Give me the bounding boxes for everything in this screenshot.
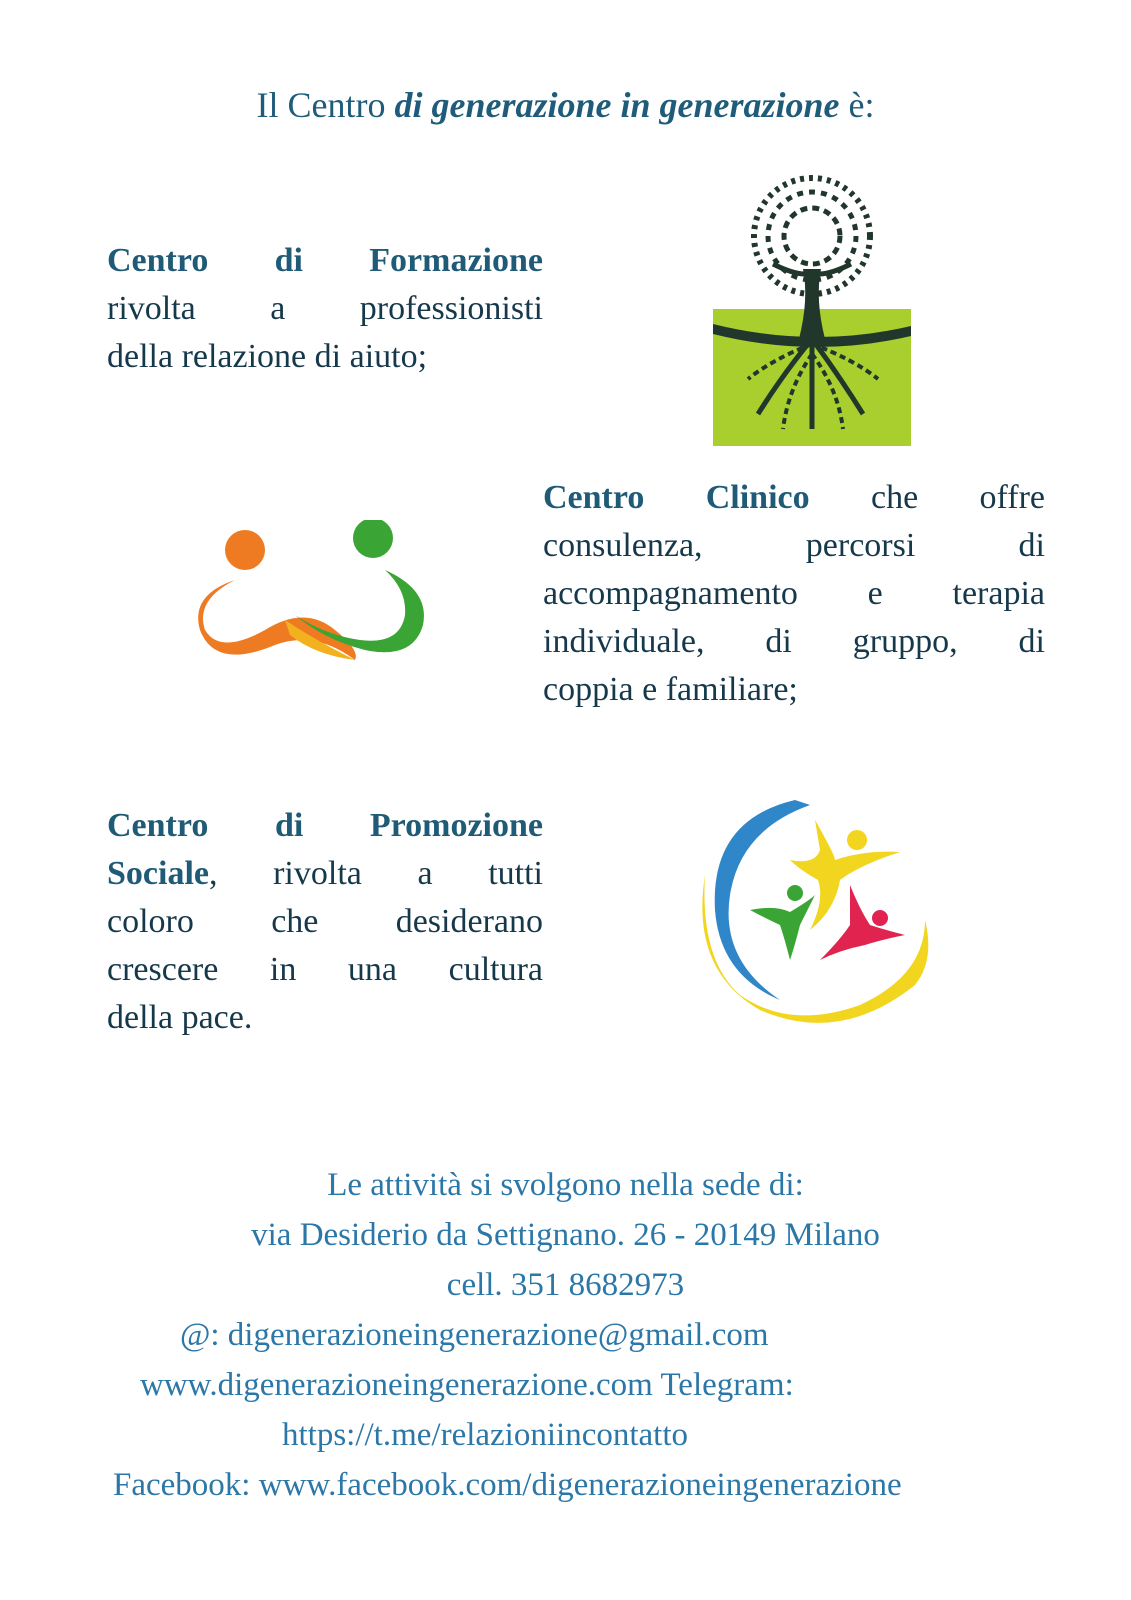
title-prefix: Il Centro — [256, 85, 395, 125]
contacts-intro: Le attività si svolgono nella sede di: — [327, 1167, 804, 1203]
section-text-line: della pace. — [107, 999, 253, 1036]
section-text-line: crescere in una cultura — [107, 951, 543, 988]
title-emphasis: di generazione in generazione — [394, 85, 840, 125]
section-text-line: accompagnamento e terapia — [543, 575, 1045, 612]
email[interactable]: @: digenerazioneingenerazione@gmail.com — [180, 1317, 769, 1353]
section-title-continued: Sociale, rivolta a tutti — [107, 855, 543, 892]
infinity-people-logo — [195, 520, 435, 670]
section-title: Centro di Promozione — [107, 807, 543, 844]
tree-of-people-logo — [713, 174, 911, 446]
contacts-section — [0, 1160, 1131, 1510]
section-text-line: della relazione di aiuto; — [107, 338, 428, 375]
dancing-people-logo — [700, 800, 940, 1025]
website-telegram[interactable]: www.digenerazioneingenerazione.com Telegram: — [140, 1367, 794, 1403]
section-title: Centro Clinico che offre — [543, 479, 1045, 516]
phone: cell. 351 8682973 — [446, 1267, 685, 1303]
page-title — [0, 84, 1131, 126]
section-text-line: consulenza, percorsi di — [543, 527, 1045, 564]
telegram-link[interactable]: https://t.me/relazioniincontatto — [282, 1417, 688, 1453]
section-text-line: rivolta a professionisti — [107, 290, 543, 327]
facebook-link[interactable]: Facebook: www.facebook.com/digenerazioneingenerazione — [113, 1467, 902, 1503]
title-suffix: è: — [839, 85, 875, 125]
section-text-line: coloro che desiderano — [107, 903, 543, 940]
section-formazione — [107, 237, 543, 381]
section-title: Centro di Formazione — [107, 242, 543, 279]
section-text-line: coppia e familiare; — [543, 671, 798, 708]
section-clinico — [543, 474, 1045, 714]
section-text-line: individuale, di gruppo, di — [543, 623, 1045, 660]
address: via Desiderio da Settignano. 26 - 20149 Milano — [251, 1217, 880, 1253]
section-promozione — [107, 802, 543, 1042]
